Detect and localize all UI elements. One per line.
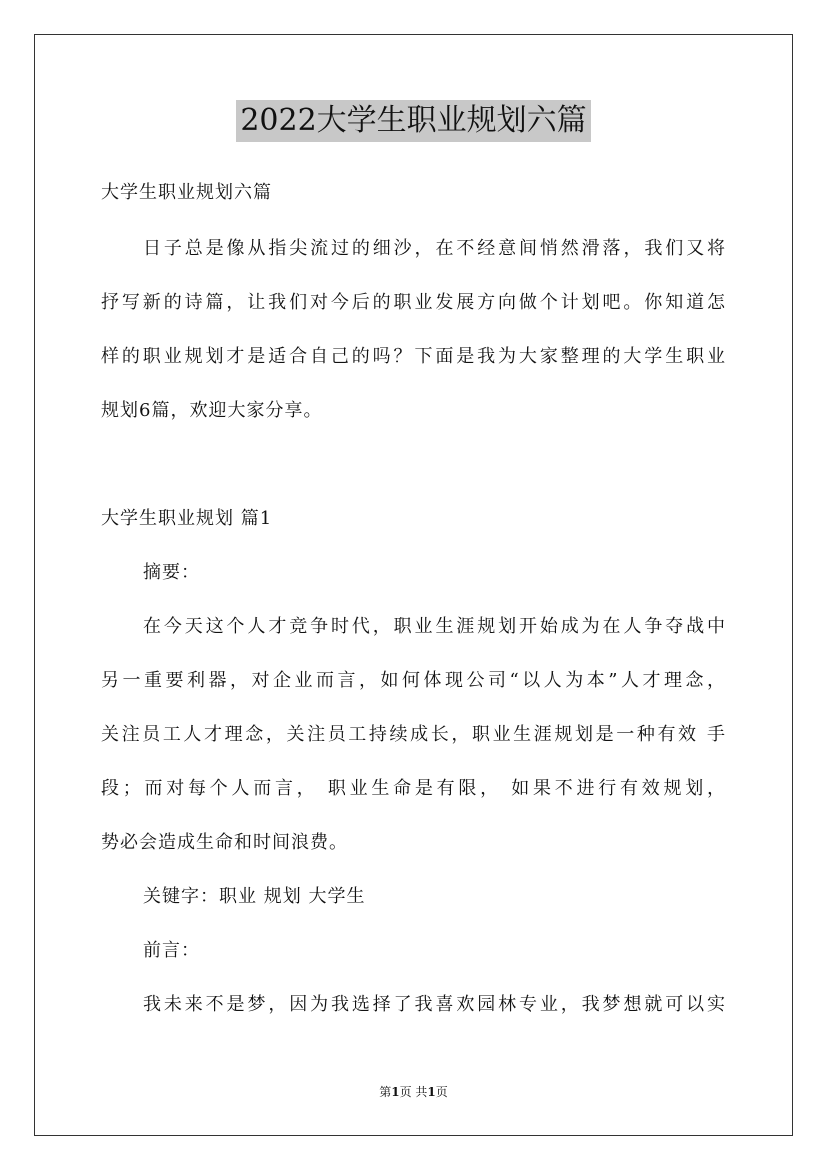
keywords-line: 关键字：职业 规划 大学生 — [143, 886, 366, 907]
preface-line-1: 我未来不是梦，因为我选择了我喜欢园林专业，我梦想就可以实 — [143, 994, 726, 1015]
abstract-line-4: 段；而对每个人而言， 职业生命是有限， 如果不进行有效规划， — [101, 778, 726, 799]
intro-line-3: 样的职业规划才是适合自己的吗？下面是我为大家整理的大学生职业 — [101, 346, 726, 367]
footer-page-mid: 页 共 — [399, 1085, 428, 1099]
footer-page-total: 1 — [427, 1085, 436, 1099]
abstract-line-2: 另一重要利器，对企业而言，如何体现公司“以人为本”人才理念， — [101, 670, 726, 691]
preface-label: 前言： — [143, 940, 200, 961]
intro-line-4: 规划6篇，欢迎大家分享。 — [101, 400, 323, 421]
section-heading: 大学生职业规划 篇1 — [101, 508, 273, 529]
abstract-line-5: 势必会造成生命和时间浪费。 — [101, 832, 348, 853]
document-title: 2022大学生职业规划六篇 — [236, 100, 590, 142]
intro-line-2: 抒写新的诗篇，让我们对今后的职业发展方向做个计划吧。你知道怎 — [101, 292, 726, 313]
document-subtitle: 大学生职业规划六篇 — [101, 182, 272, 203]
footer-page-number: 1 — [391, 1085, 400, 1099]
abstract-label: 摘要： — [143, 562, 200, 583]
title-container — [0, 100, 827, 142]
abstract-line-3: 关注员工人才理念，关注员工持续成长，职业生涯规划是一种有效 手 — [101, 724, 726, 745]
footer-page-suffix: 页 — [435, 1085, 448, 1099]
page-footer — [0, 1083, 827, 1100]
intro-line-1: 日子总是像从指尖流过的细沙，在不经意间悄然滑落，我们又将 — [143, 238, 726, 259]
footer-page-prefix: 第 — [379, 1085, 392, 1099]
abstract-line-1: 在今天这个人才竞争时代，职业生涯规划开始成为在人争夺战中 — [143, 616, 726, 637]
